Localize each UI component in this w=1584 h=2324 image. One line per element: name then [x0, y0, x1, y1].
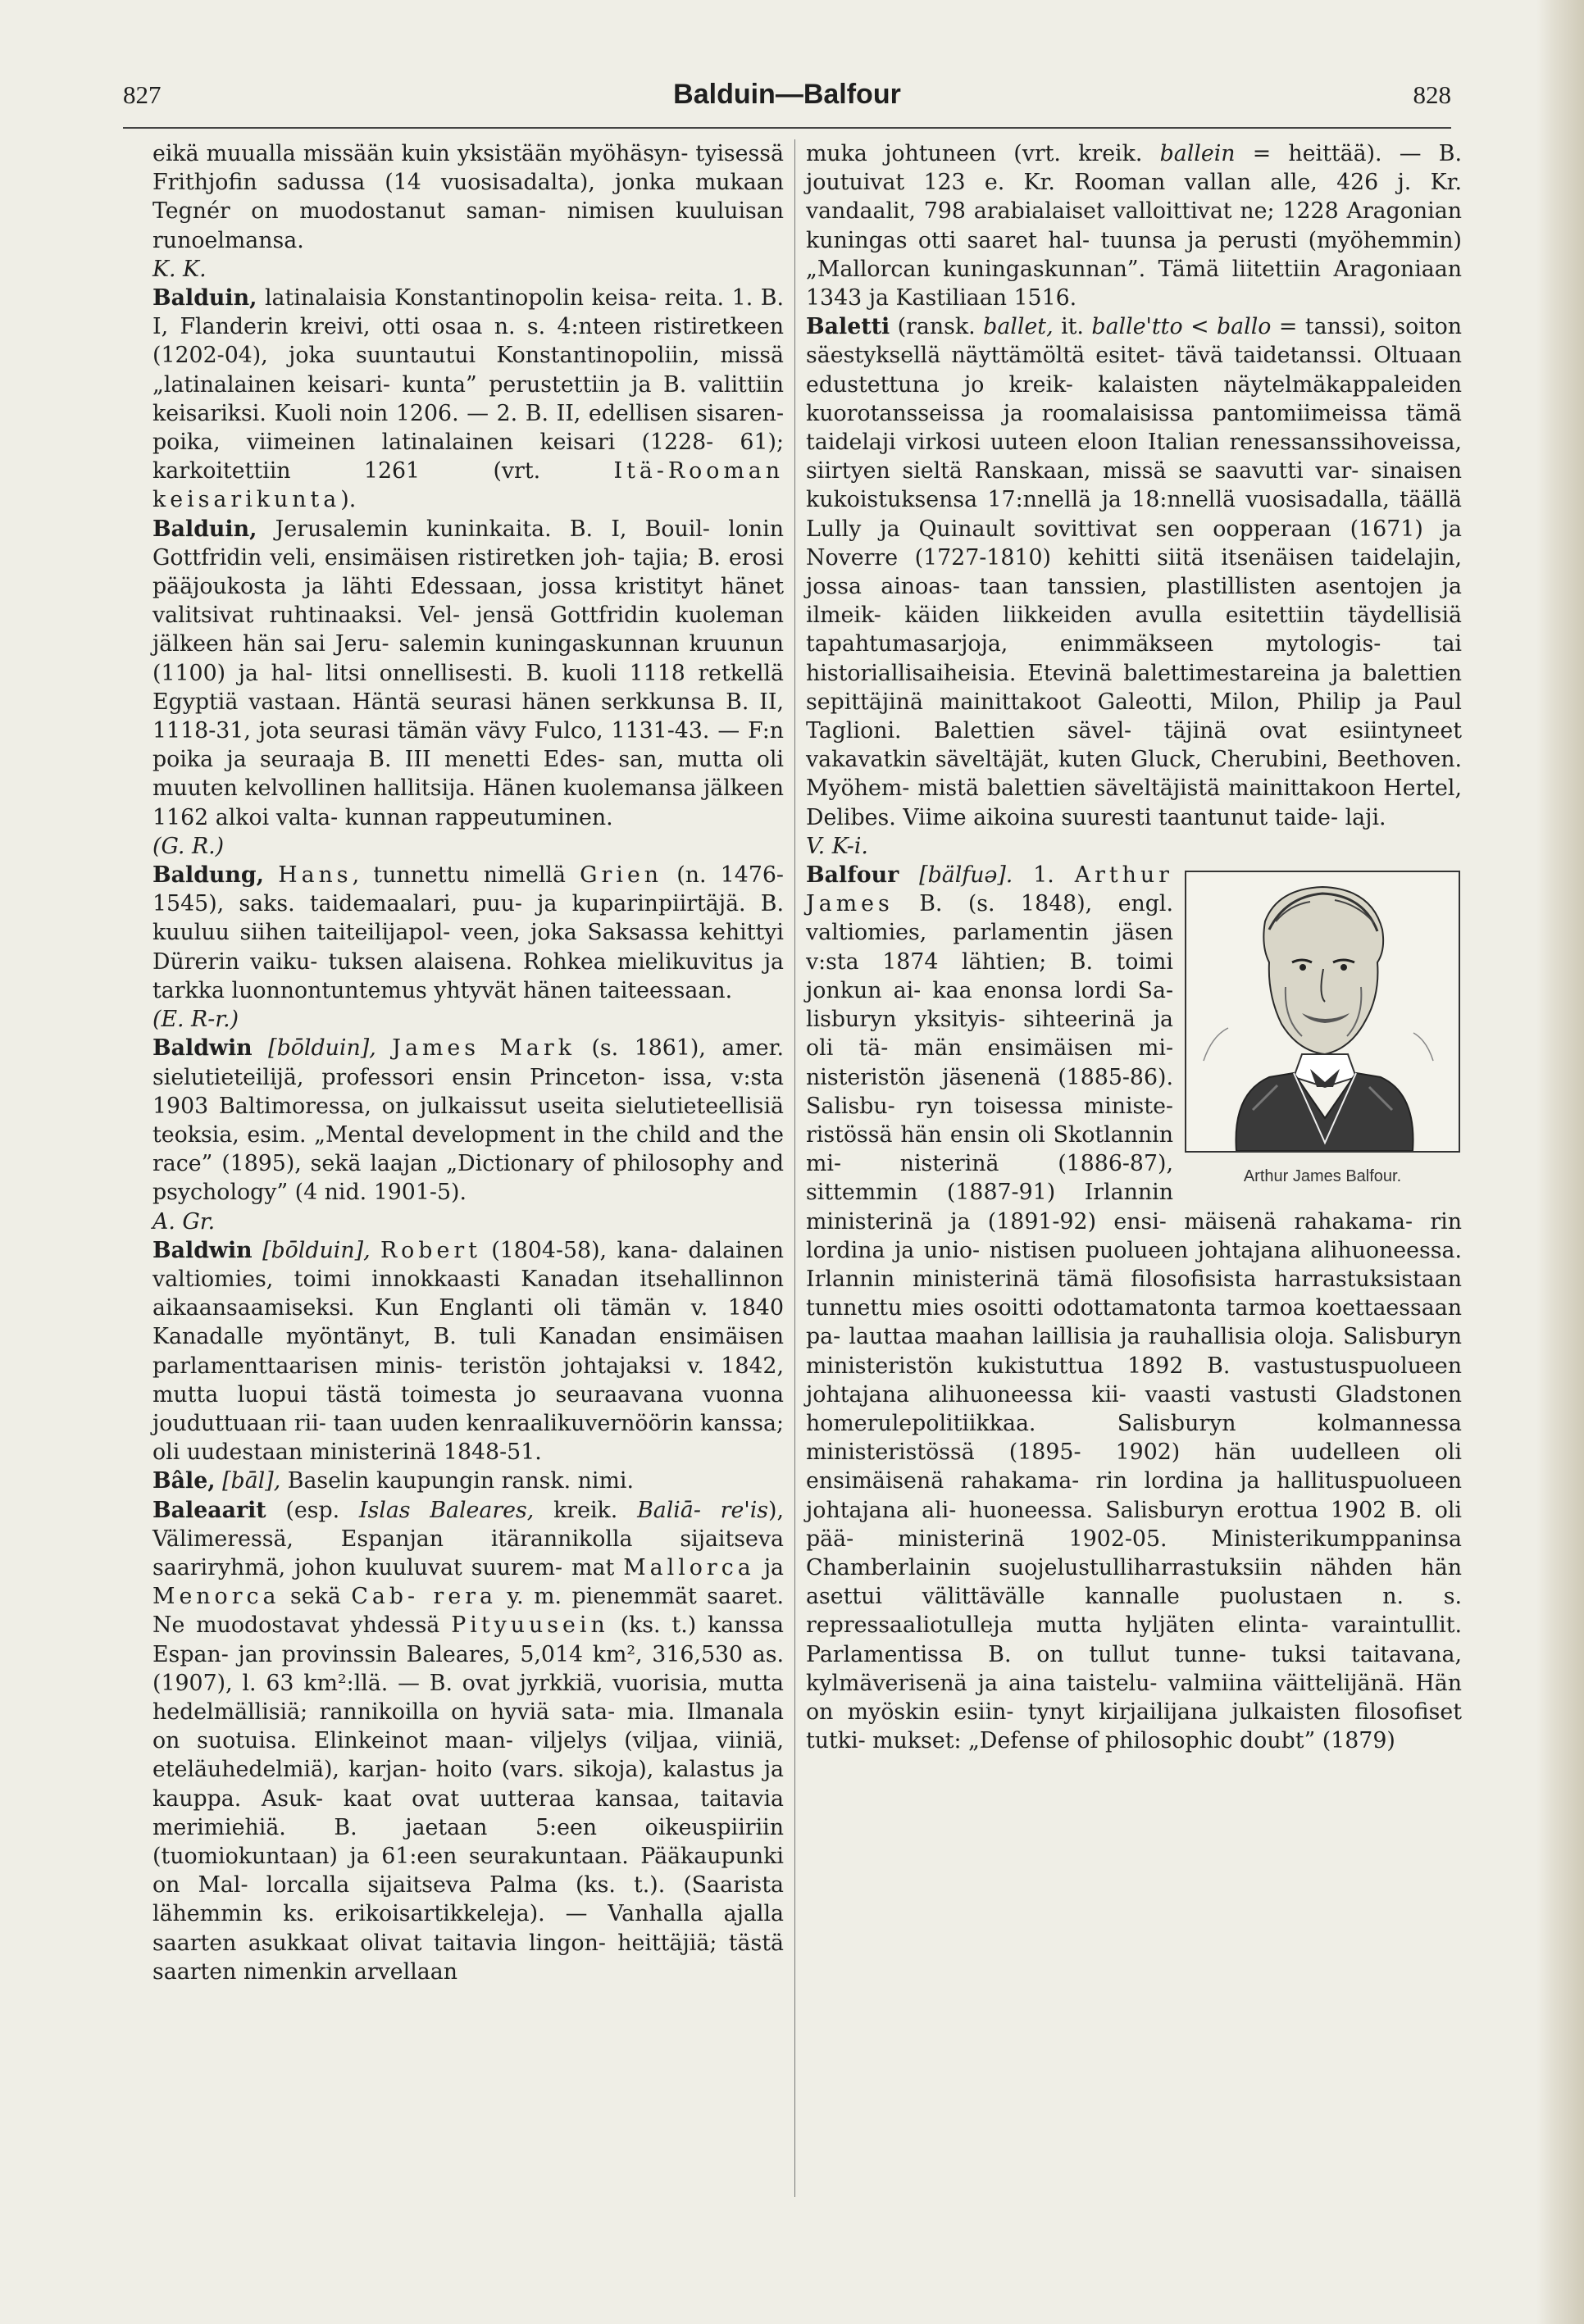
page-header	[123, 80, 1451, 123]
signature: K. K.	[152, 256, 207, 282]
signature: (E. R-r.)	[152, 1007, 239, 1033]
signature: V. K-i.	[806, 833, 868, 859]
text-run: muka johtuneen (vrt. kreik.	[806, 141, 1160, 166]
text-run: (ks. t.) kanssa Espan- jan provinssin Baleares, 5,014 km², 316,530 as. (1907), l. 63 km²:llä. — B. ovat jyrkkiä, vuorisia, mutta hedelmällisiä; rannikoilla on hyviä sata- mia. Ilmanala on suotuisa. Elinkeinot maan- viljelys (viljaa, viiniä, eteläuhedelmiä), karjan- hoito (vars. sikoja), kalastus ja kauppa. Asuk- kaat ovat uutteraa kansaa, taitavia merimiehiä. B. jaetaan 5:een oikeuspiiriin (tuomiokuntaan) ja 61:een seurakuntaan. Pääkaupunki on Mal- lorcalla sijaitseva Palma (ks. t.). (Saarista lähemmin ks. erikoisartikkeleja). — Vanhalla ajalla saarten asukkaat olivat taitavia lingon- heittäjiä; tästä saarten nimenkin arvellaan	[152, 1612, 784, 1985]
text-run: Menorca	[152, 1584, 280, 1610]
text-run: (s. 1861), amer. sielutieteilijä, professori ensin Princeton- issa, v:sta 1903 Baltimoressa, on julkaissut useita sielutieteellisiä teoksia, esim. „Mental development in the child and the race” (1895), sekä laajan „Dictionary of philosophy and psychology” (4 nid. 1901-5).	[152, 1035, 785, 1206]
text-run: Mallorca	[623, 1554, 755, 1580]
left-column	[152, 139, 784, 1986]
entry-baleaarit-continued	[806, 139, 1462, 312]
text-run: sekä	[280, 1584, 352, 1610]
right-column	[806, 139, 1462, 1755]
text-run: Cab- rera	[351, 1584, 497, 1610]
text-run: ja	[754, 1554, 784, 1580]
entry-headword: Bâle,	[152, 1468, 216, 1494]
text-run: Baliā- re'is	[637, 1497, 769, 1523]
page-title: Balduin—Balfour	[673, 79, 901, 110]
signature: A. Gr.	[152, 1208, 216, 1235]
text-run: Islas Baleares,	[358, 1497, 535, 1523]
column-divider	[794, 139, 795, 2197]
text-run: latinalaisia Konstantinopolin keisa- reita. 1. B. I, Flanderin kreivi, otti osaa n. s. 4:nteen ristiretkeen (1202-04), joka suuntautui Konstantinopoliin, missä „latinalainen keisari- kunta” perustettiin ja B. valittiin keisariksi. Kuoli noin 1206. — 2. B. II, edellisen sisaren- poika, viimeinen latinalainen keisari (1228- 61); karkoitettiin 1261 (vrt.	[152, 285, 784, 484]
entry-balduin-constantinople	[152, 284, 784, 515]
entry-baldwin-robert	[152, 1236, 784, 1467]
entry-headword: Balduin,	[152, 285, 257, 312]
entry-balduin-jerusalem	[152, 515, 784, 832]
text-run: (esp.	[266, 1497, 359, 1523]
header-rule	[123, 127, 1451, 129]
entry-headword: Baleaarit	[152, 1497, 266, 1523]
entry-headword: Baldwin	[152, 1237, 253, 1263]
entry-headword: Balfour	[806, 862, 899, 889]
portrait-image	[1185, 871, 1460, 1153]
text-run: [bōlduin],	[252, 1237, 380, 1263]
text-run: Robert	[380, 1237, 481, 1263]
text-run: Pityuusein	[451, 1612, 609, 1639]
text-run: [bälfuə].	[899, 862, 1013, 889]
portrait-engraving	[1186, 872, 1459, 1151]
text-run: Hans	[278, 862, 353, 889]
text-run: (ransk.	[890, 314, 984, 340]
portrait-caption: Arthur James Balfour.	[1243, 1167, 1402, 1186]
text-run: = tanssi), soiton säestyksellä näyttämöltä esitet- tävä taidetanssi. Oltuaan edustettuna jo kreik- kalaisten näytelmäkappaleiden kuorotansseissa ja roomalaisissa pantomiimeissa tämä taidelaji virkosi uuteen eloon Italian renessanssihoveissa, siirtyen sieltä Ranskaan, missä se saavutti var- sinaisen kukoistuksensa 17:nnellä ja 18:nnellä vuosisadalla, täällä Lully ja Quinault sovittivat sen oopperaan (1671) ja Noverre (1727-1810) kehitti siitä itsenäisen taidelajin, jossa ainoas- taan tanssien, plastillisten asentojen ja ilmeik- käiden liikkeiden avulla esitettiin täydellisiä tapahtumasarjoja, enimmäkseen mytologis- tai historiallisaiheisia. Etevinä balettimestareina ja balettien sepittäjinä mainittakoot Galeotti, Milon, Philip ja Paul Taglioni. Balettien sävel- täjinä ovat esiintyneet vakavatkin säveltäjät, kuten Gluck, Cherubini, Beethoven. Myöhem- mistä balettien säveltäjistä mainittakoon Hertel, Delibes. Viime aikoina suuresti taantunut taide- laji.	[806, 314, 1462, 830]
text-run: (1804-58), kana- dalainen valtiomies, toimi innokkaasti Kanadan itsehallinnon aikaansaamiseksi. Kun Englanti oli tämän v. 1840 Kanadalle myöntänyt, B. tuli Kanadan ensimäisen parlamenttaarisen minis- teristön johtajaksi v. 1842, mutta luopui tästä toimesta jo seuraavana vuonna jouduttuaan rii- taan uuden kenraalikuvernöörin kanssa; oli uudestaan ministerinä 1848-51.	[152, 1237, 784, 1466]
text-run: [bōlduin],	[252, 1035, 393, 1062]
entry-headword: Baldung,	[152, 862, 264, 889]
entry-headword: Baletti	[806, 314, 890, 340]
text-run: ballo	[1217, 314, 1272, 340]
text-run: ballet,	[983, 314, 1054, 340]
text-run: 1.	[1013, 862, 1075, 889]
text-run: , tunnettu nimellä	[352, 862, 580, 889]
text-run: [bāl],	[215, 1468, 281, 1494]
text-run: Grien	[580, 862, 663, 889]
entry-baldung	[152, 861, 784, 1005]
text-run: Arthur James	[806, 862, 1173, 917]
text-run: Jerusalemin kuninkaita. B. I, Bouil- lonin Gottfridin veli, ensimäisen ristiretken joh- tajia; B. erosi pääjoukosta ja lähti Edessaan, jossa kristityt hänet valitsivat ruhtinaaksi. Vel- jensä Gottfridin kuoleman jälkeen hän sai Jeru- salemin kuningaskunnan kruunun (1100) ja hal- litsi onnellisesti. B. kuoli 1118 retkellä Egyptiä vastaan. Häntä seurasi hänen serkkunsa B. II, 1118-31, jota seurasi tämän vävy Fulco, 1131-43. — F:n poika ja seuraaja B. III menetti Edes- san, mutta oli muuten kelvollinen hallitsija. Hänen kuolemansa jälkeen 1162 alkoi valta- kunnan rappeutuminen.	[152, 516, 784, 830]
text-run: ).	[340, 487, 357, 513]
page-number-left: 827	[123, 80, 162, 109]
entry-frithjof-end	[152, 139, 784, 255]
text-run: eikä muualla missään kuin yksistään myöhäsyn- tyisessä Frithjofin sadussa (14 vuosisadalta), jonka mukaan Tegnér on muodostanut saman- nimisen kuuluisan runoelmansa.	[152, 141, 784, 253]
entry-baldwin-james-mark	[152, 1034, 784, 1207]
page-number-right: 828	[1413, 80, 1451, 109]
text-run: y. m. pienemmät saaret. Ne muodostavat yhdessä	[152, 1584, 784, 1639]
text-run: it.	[1053, 314, 1092, 340]
entry-baletti	[806, 312, 1462, 832]
text-run: <	[1182, 314, 1218, 340]
text-run: Baselin kaupungin ransk. nimi.	[280, 1468, 634, 1494]
text-run: balle'tto	[1091, 314, 1183, 340]
entry-baleaarit	[152, 1496, 784, 1986]
page-edge-shadow	[1536, 0, 1584, 2324]
portrait-figure	[1185, 871, 1462, 1198]
text-run: ), Välimeressä, Espanjan itärannikolla sijaitseva saariryhmä, johon kuuluvat suurem- mat	[152, 1497, 784, 1580]
entry-headword: Balduin,	[152, 516, 257, 542]
text-run: (n. 1476-1545), saks. taidemaalari, puu- ja kuparinpiirtäjä. B. kuuluu siihen taiteilijapol- veen, joka Saksassa kehittyi Dürerin vaiku- tuksen alaisena. Rohkea mielikuvitus ja tarkka luonnontuntemus yhtyvät hänen taiteessaan.	[152, 862, 784, 1003]
entry-bale	[152, 1467, 784, 1495]
text-run: ballein	[1159, 141, 1236, 166]
text-run: = heittää). — B. joutuivat 123 e. Kr. Rooman vallan alle, 426 j. Kr. vandaalit, 798 arabialaiset valloittivat ne; 1228 Aragonian kuningas otti saaret hal- tuunsa ja perusti (myöhemmin) „Mallorcan kuningaskunnan”. Tämä liitettiin Aragoniaan 1343 ja Kastiliaan 1516.	[806, 141, 1462, 312]
entry-headword: Baldwin	[152, 1035, 253, 1062]
text-run: James Mark	[392, 1035, 576, 1062]
signature: (G. R.)	[152, 833, 225, 859]
text-run: B. (s. 1848), engl. valtiomies, parlamentin jäsen v:sta 1874 lähtien; B. toimi jonkun ai- kaa enonsa lordi Sa- lisburyn yksityis- sihteerinä ja oli tä- män ensimäisen mi- nisteristön jäsenenä (1885-86). Salisbu- ryn toisessa ministe- ristössä hän ensin oli Skotlannin mi- nisterinä (1886-87), sittemmin (1887-91) Irlannin ministerinä ja (1891-92) ensi- mäisenä rahakama- rin lordina ja unio- nistisen puolueen johtajana alihuoneessa. Irlannin ministerinä tämä filosofisista harrastuksistaan tunnettu mies osoitti odottamatonta tarmoa koettaessaan pa- lauttaa maahan laillisia ja rauhallisia oloja. Salisburyn ministeristön kukistuttua 1892 B. vastustuspuolueen johtajana alihuoneessa kii- vaasti vastusti Gladstonen homerulepolitiikkaa. Salisburyn kolmannessa ministeristössä (1895- 1902) hän uudelleen oli ensimäisenä rahakama- rin lordina ja hallituspuolueen johtajana ali- huoneessa. Salisburyn erottua 1902 B. oli pää- ministerinä 1902-05. Ministerikumppaninsa Chamberlainin suojelustulliharrastuksiin nähden hän asettui välittävälle kannalle puolustaen n. s. repressaaliotulleja mutta hyljäten elinta- varaintullit. Parlamentissa B. on tullut tunne- tuksi taitavana, kylmäverisenä ja aina taistelu- valmiina väittelijänä. Hän on myöskin esiin- tynyt kirjailijana julkaisten filosofiset tutki- mukset: „Defense of philosophic doubt” (1879)	[806, 891, 1462, 1754]
text-run: kreik.	[534, 1497, 638, 1523]
text-run: Itä-Rooman keisarikunta	[152, 458, 784, 513]
